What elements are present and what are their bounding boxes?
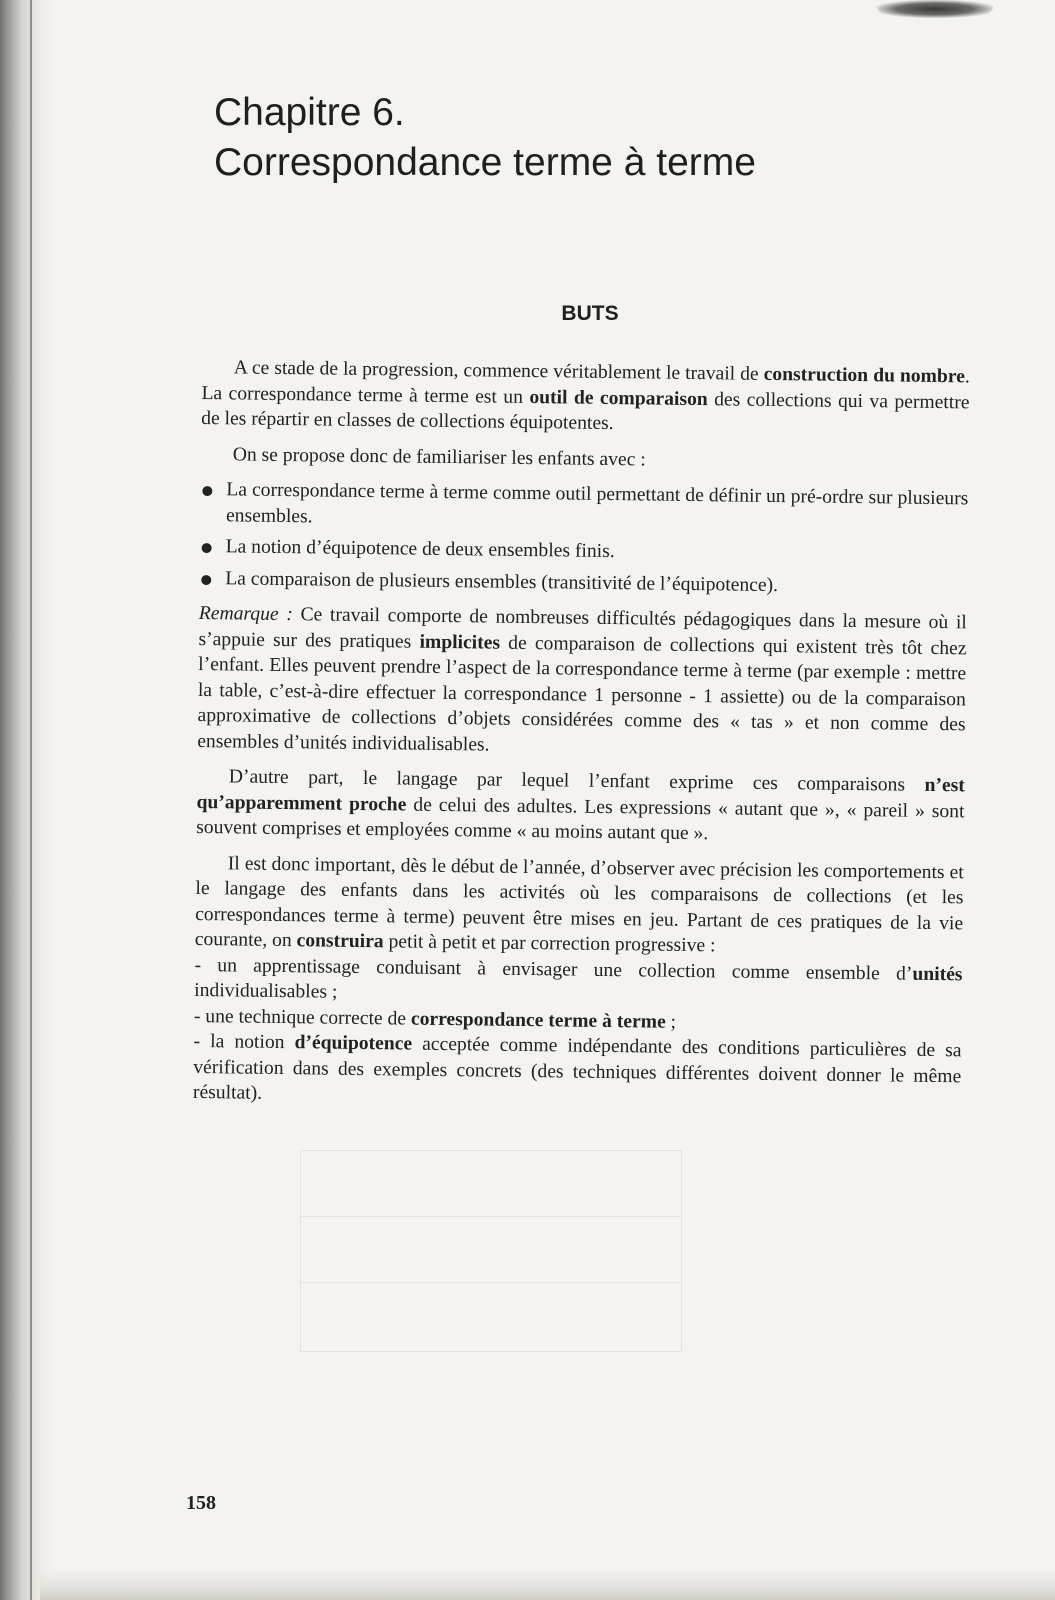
scan-corner-smudge <box>875 0 995 18</box>
bleed-through-line <box>300 1282 680 1283</box>
page-bottom-edge <box>40 1570 1055 1600</box>
paragraph-intro: A ce stade de la progression, commence véritablement le travail de construction du nombre. La correspondance terme à terme est un outil de comparaison des collections qui va permettre de les répartir en classes de collections équipotentes. <box>201 357 970 435</box>
book-binding-shadow <box>0 0 52 1600</box>
paragraph-language: D’autre part, le langage par lequel l’enfant exprime ces comparaisons n’est qu’apparemment proche de celui des adultes. Les expressions « autant que », « pareil » sont souvent comprises et employées comme « au moins autant que ». <box>196 766 965 845</box>
emphasis-construction: construction du nombre <box>763 363 966 388</box>
remark-label: Remarque : <box>198 602 293 626</box>
dash-item: - un apprentissage conduisant à envisager une collection comme ensemble d’unités individualisables ; <box>194 954 963 1003</box>
bullet-item: La notion d’équipotence de deux ensembles finis. <box>200 534 968 569</box>
chapter-number: Chapitre 6. <box>214 91 405 134</box>
emphasis-implicites: implicites <box>419 631 501 654</box>
reverse-page-bleed-through <box>300 1150 682 1352</box>
section-heading: BUTS <box>561 302 619 325</box>
paragraph-remark: Remarque : Ce travail comporte de nombreuses difficultés pédagogiques dans la mesure où il s’appuie sur des pratiques implicites de comparaison de collections qui existent très tôt chez l’enfant. Elles peuvent prendre l’aspect de la correspondance terme à terme (par exemple : mettre la table, c’est-à-dire effectuer la correspondance 1 personne - 1 assiette) ou de la comparaison approximative de collections d’objets considérées comme des « tas » et non comme des ensembles d’unités individualisables. <box>197 602 967 756</box>
paragraph-aims-intro: On se propose donc de familiariser les enfants avec : <box>232 443 646 470</box>
chapter-title: Correspondance terme à terme <box>214 141 756 184</box>
binding-edge-line <box>30 0 32 1600</box>
bleed-through-line <box>300 1216 680 1217</box>
body-text <box>193 355 970 1115</box>
page-number: 158 <box>186 1492 216 1514</box>
dash-item: - une technique correcte de correspondance terme à terme ; <box>193 1005 677 1033</box>
paragraph-observation: Il est donc important, dès le début de l’année, d’observer avec précision les comportements et le langage des enfants dans les activités où les comparaisons de collections (et les correspondances terme à terme) peuvent être mises en jeu. Partant de ces pratiques de la vie courante, on construira petit à petit et par correction progressive : <box>194 852 964 957</box>
dash-item: - la notion d’équipotence acceptée comme indépendante des conditions particulières de sa vérification dans des exemples concrets (des techniques différentes doivent donner le même résultat). <box>192 1030 962 1104</box>
bullet-item: La correspondance terme à terme comme outil permettant de définir un pré-ordre sur plusieurs ensembles. <box>200 477 969 537</box>
bullet-item: La comparaison de plusieurs ensembles (transitivité de l’équipotence). <box>199 565 967 600</box>
emphasis-construira: construira <box>296 930 384 953</box>
emphasis-outil: outil de comparaison <box>529 386 708 410</box>
chapter-title-block <box>214 88 914 188</box>
emphasis-apparemment: n’est qu’apparemment proche <box>196 774 965 816</box>
